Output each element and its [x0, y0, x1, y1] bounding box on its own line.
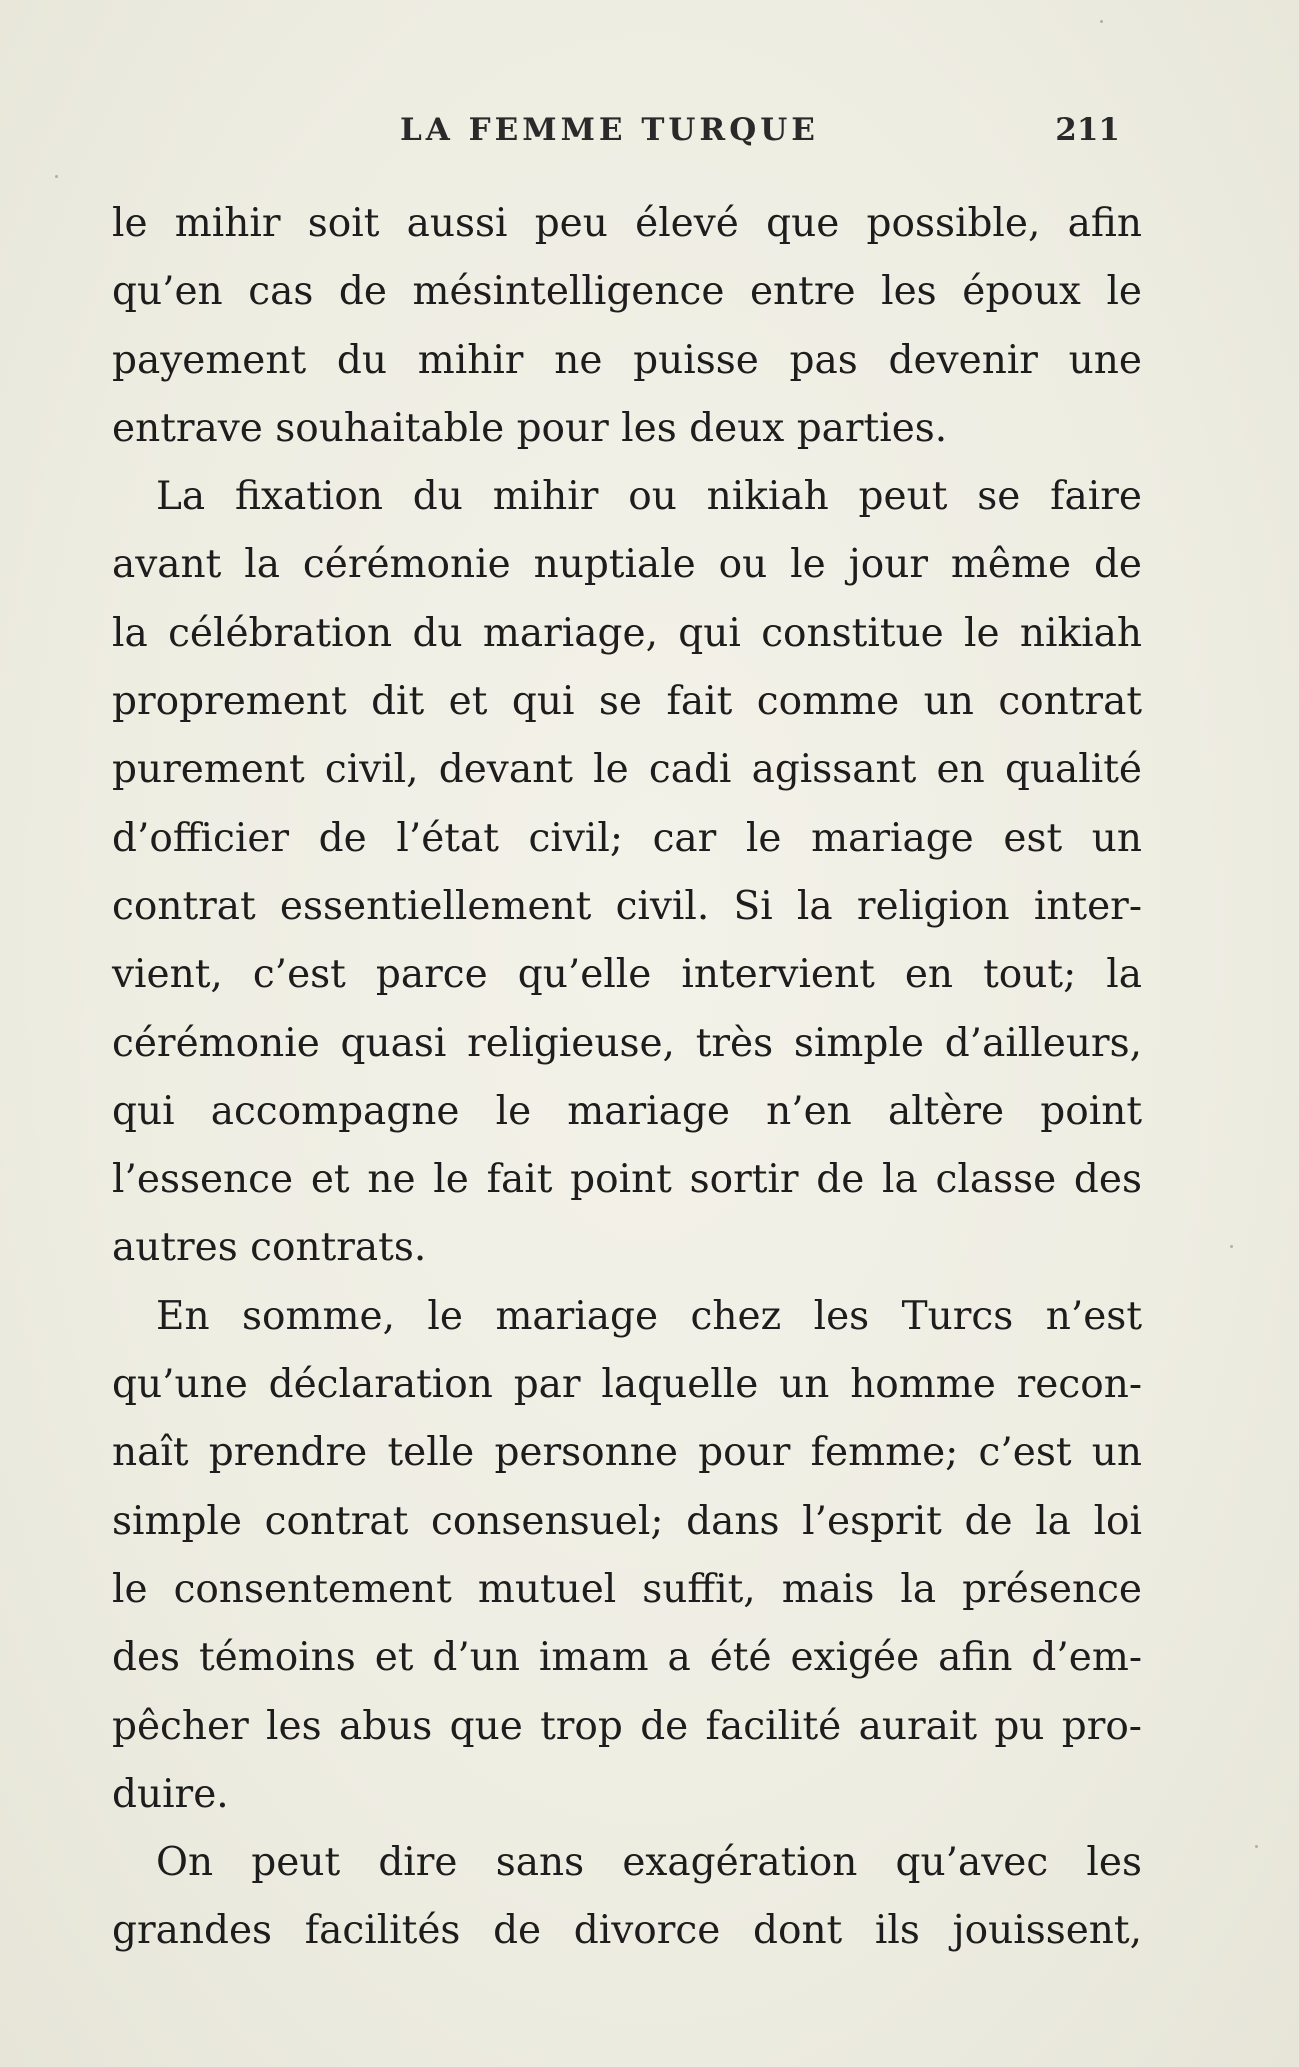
text-line: vient, c’est parce qu’elle intervient en tout; la — [112, 952, 1142, 998]
paper-speck — [55, 175, 58, 178]
text-line: le mihir soit aussi peu élevé que possible, afin — [112, 201, 1142, 246]
running-title: LA FEMME TURQUE — [400, 112, 819, 148]
text-line: l’essence et ne le fait point sortir de la classe des — [112, 1157, 1142, 1203]
text-line: grandes facilités de divorce dont ils jouissent, — [112, 1908, 1142, 1954]
running-head — [110, 112, 1120, 162]
text-line: des témoins et d’un imam a été exigée afin d’em- — [112, 1635, 1142, 1681]
text-line: duire. — [112, 1771, 229, 1817]
text-line: le consentement mutuel suffit, mais la présence — [112, 1566, 1142, 1612]
paper-speck — [1230, 1245, 1233, 1248]
text-line: qui accompagne le mariage n’en altère point — [112, 1088, 1142, 1134]
text-line: entrave souhaitable pour les deux parties. — [112, 405, 948, 451]
body-text — [112, 190, 1142, 1966]
text-line: cérémonie quasi religieuse, très simple d’ailleurs, — [112, 1020, 1142, 1066]
text-line: d’officier de l’état civil; car le mariage est un — [112, 815, 1142, 861]
paper-speck — [1255, 1845, 1258, 1848]
text-line: purement civil, devant le cadi agissant en qualité — [112, 747, 1142, 793]
paragraph — [112, 190, 1142, 463]
paragraph — [112, 1829, 1142, 1966]
text-line: qu’en cas de mésintelligence entre les époux le — [112, 269, 1142, 315]
text-line: avant la cérémonie nuptiale ou le jour même de — [112, 542, 1142, 588]
text-line: naît prendre telle personne pour femme; c’est un — [112, 1430, 1142, 1476]
text-line: On peut dire sans exagération qu’avec les — [156, 1840, 1142, 1886]
paragraph — [112, 1283, 1142, 1829]
text-line: simple contrat consensuel; dans l’esprit de la loi — [112, 1498, 1142, 1544]
text-line: la célébration du mariage, qui constitue le nikiah — [112, 610, 1142, 656]
paragraph — [112, 463, 1142, 1283]
page-number: 211 — [1055, 112, 1120, 148]
text-line: En somme, le mariage chez les Turcs n’est — [156, 1293, 1142, 1339]
text-line: payement du mihir ne puisse pas devenir une — [112, 337, 1142, 383]
text-line: proprement dit et qui se fait comme un contrat — [112, 679, 1142, 725]
text-line: contrat essentiellement civil. Si la religion inter- — [112, 883, 1142, 929]
text-line: autres contrats. — [112, 1225, 427, 1271]
text-line: qu’une déclaration par laquelle un homme recon- — [112, 1362, 1142, 1408]
text-line: pêcher les abus que trop de facilité aurait pu pro- — [112, 1703, 1142, 1749]
paper-speck — [1100, 20, 1103, 23]
text-line: La fixation du mihir ou nikiah peut se faire — [156, 474, 1142, 520]
